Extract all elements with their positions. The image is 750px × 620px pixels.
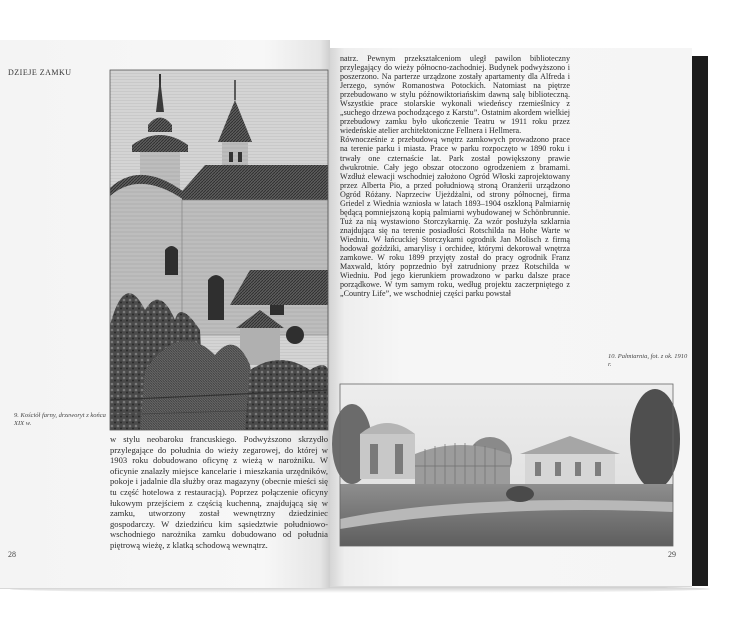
palm-house-photo xyxy=(340,384,673,546)
page-number-left: 28 xyxy=(8,550,16,559)
left-page xyxy=(0,40,330,589)
book-cover-edge xyxy=(692,56,708,586)
right-paragraph-2: Równocześnie z przebudową wnętrz zamkowych prowadzono prace na terenie parku i miasta. Prace w parku rozpoczęto w 1890 roku i trwały one czternaście lat. Park został powiększony prawie dwukrotnie. Cały jego obszar otoczono ogrodzeniem z bramami. Wzdłuż elewacji wschodniej założono Ogród Włoski zaprojektowany przez Alberta Pio, a przed południową stroną Oranżerii urządzono Ogród Różany. Naprzeciw Ujeżdżalni, od strony północnej, firma Griedel z Wiednia wzniosła w latach 1893–1904 oszkloną Palmiarnię będącą pomniejszoną kopią palmiarni wybudowanej w Schönbrunnie. Tuż za nią wystawiono Storczykarnię. Za wzór posłużyła szklarnia znajdująca się na terenie posiadłości Rotschilda na Hohe Warte w Wiedniu. W łańcuckiej Storczykarni ogrodnik Jan Molisch z firmą hodował goździki, amarylisy i orchidee, którymi dekorował wnętrza zamkowe. W roku 1899 przyjęty został do pracy ogrodnik Franz Maxwald, który poprzednio był zatrudniony przez Rotschilda w Wiedniu. Pod jego kierunkiem prowadzono w parku dalsze prace porządkowe. W tym samym roku, według projektu zaczerpniętego z „Country Life”, we wschodniej części parku powstał xyxy=(340,135,570,299)
running-head: DZIEJE ZAMKU xyxy=(8,68,72,77)
left-body-text xyxy=(110,434,328,550)
figure-caption-10: 10. Palmiarnia, fot. z ok. 1910 r. xyxy=(608,353,688,368)
left-paragraph: w stylu neobaroku francuskiego. Podwyższono skrzydło przylegające do południa do wieży zegarowej, do której w 1903 roku dobudowano oficynę z wieżą w narożniku. W oficynie znalazły miejsce kancelarie i mieszkania urzędników, pokoje i jadalnie dla służby oraz magazyny (obecnie mieści się tu część hotelowa z restauracją). Poprzez połączenie oficyny łukowym przejściem z częścią kuchenną, znajdującą się w zamku, utworzony został wewnętrzny dziedziniec gospodarczy. W dziedzińcu kim sąsiedztwie południowo-wschodniego narożnika zamku dobudowano od południa piętrową wieżę, z klatką schodową wewnątrz. xyxy=(110,434,328,550)
right-body-text xyxy=(340,54,570,364)
page-number-right: 29 xyxy=(668,550,676,559)
right-page xyxy=(330,48,692,587)
figure-caption-9: 9. Kościół farny, drzeworyt z końca XIX w. xyxy=(14,412,106,427)
right-paragraph-1: natrz. Pewnym przekształceniom uległ pawilon biblioteczny przylegający do wieży północno-zachodniej. Budynek podwyższono i poszerzono. Na parterze urządzone zostały apartamenty dla Alfreda i Jerzego, synów Romanostwa Potockich. Natomiast na piętrze przebudowano w stylu późnowiktoriańskim dawną salę biblioteczną. Wszystkie prace stolarskie wykonali wiedeńscy rzemieślnicy z „suchego drzewa pochodzącego z Karstu”. Ostatnim akordem wielkiej przebudowy zamku było ukończenie Teatru w 1911 roku przez wiedeńskie atelier architektoniczne Fellnera i Hellmera. xyxy=(340,54,570,136)
church-engraving-image xyxy=(110,70,328,430)
open-book xyxy=(0,40,708,588)
